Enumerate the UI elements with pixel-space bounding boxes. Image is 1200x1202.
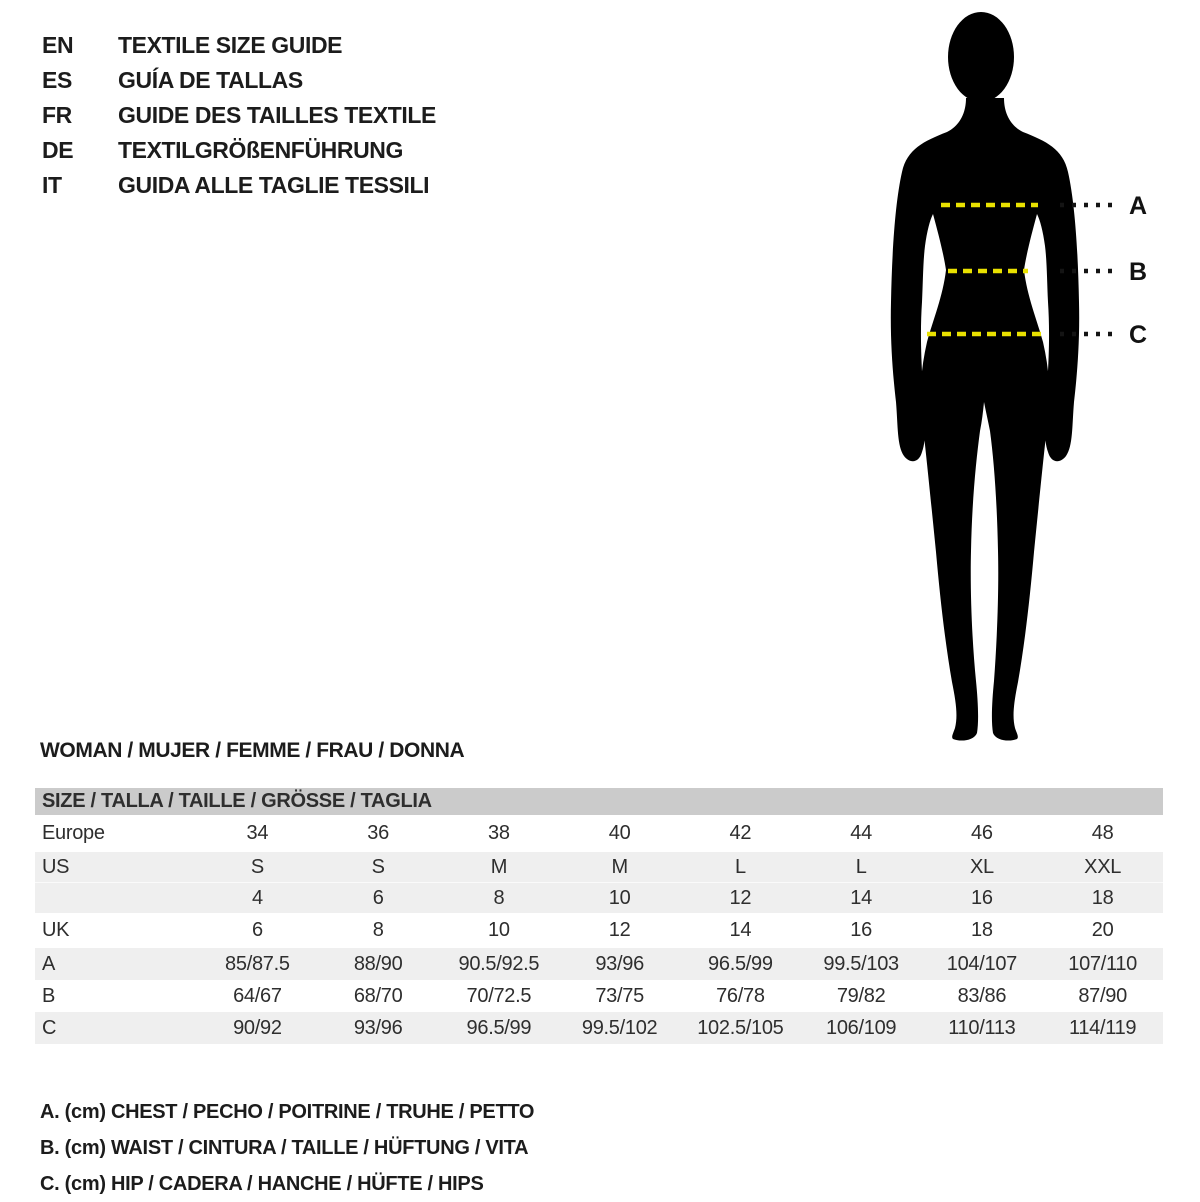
- size-cell: XXL: [1084, 856, 1122, 878]
- table-row-chest: [35, 948, 1163, 980]
- size-cell: 44: [850, 822, 872, 844]
- size-cell: 6: [372, 887, 384, 909]
- size-table-header: SIZE / TALLA / TAILLE / GRÖSSE / TAGLIA: [35, 788, 1163, 815]
- size-cell: 79/82: [836, 985, 886, 1007]
- table-row-us-numeric: [35, 882, 1163, 913]
- table-row-waist: [35, 980, 1163, 1012]
- lang-row-es: [42, 63, 436, 98]
- size-cell: 40: [608, 822, 631, 844]
- size-cell: 73/75: [595, 985, 644, 1007]
- size-cell: 12: [608, 919, 631, 941]
- guide-title-es: GUÍA DE TALLAS: [118, 67, 303, 93]
- size-cell: 76/78: [716, 985, 765, 1007]
- measure-label-c: C: [1129, 321, 1148, 349]
- size-cell: 68/70: [353, 985, 403, 1007]
- size-cell: XL: [969, 856, 994, 878]
- size-cell: 107/110: [1068, 953, 1137, 975]
- table-row-hip: [35, 1012, 1163, 1044]
- size-table: [35, 788, 1163, 1044]
- row-label: US: [42, 856, 70, 878]
- size-cell: 110/113: [948, 1017, 1016, 1039]
- guide-title-it: GUIDA ALLE TAGLIE TESSILI: [118, 172, 430, 198]
- size-cell: L: [734, 856, 746, 878]
- lang-code: DE: [42, 137, 74, 163]
- size-cell: 114/119: [1069, 1017, 1137, 1039]
- measurement-legend: [40, 1094, 534, 1202]
- size-cell: 6: [251, 919, 263, 941]
- size-cell: 34: [246, 822, 269, 844]
- gender-heading: WOMAN / MUJER / FEMME / FRAU / DONNA: [40, 739, 465, 762]
- size-cell: 90/92: [233, 1017, 282, 1039]
- size-cell: 8: [372, 919, 384, 941]
- measure-label-a: A: [1129, 192, 1148, 220]
- size-cell: 99.5/103: [823, 953, 899, 975]
- lang-row-en: [42, 28, 436, 63]
- size-cell: 102.5/105: [697, 1017, 784, 1039]
- legend-line-chest: A. (cm) CHEST / PECHO / POITRINE / TRUHE / PETTO: [40, 1101, 535, 1123]
- size-cell: 106/109: [826, 1017, 897, 1039]
- size-cell: M: [611, 856, 628, 878]
- lang-code: FR: [42, 102, 72, 128]
- size-cell: 8: [493, 887, 505, 909]
- row-label: UK: [42, 919, 70, 941]
- lang-row-fr: [42, 98, 436, 133]
- silhouette-head: [948, 12, 1014, 102]
- legend-line-waist: B. (cm) WAIST / CINTURA / TAILLE / HÜFTUNG / VITA: [40, 1137, 529, 1159]
- size-cell: 70/72.5: [466, 985, 532, 1007]
- size-cell: 38: [488, 822, 510, 844]
- guide-title-en: TEXTILE SIZE GUIDE: [118, 32, 343, 58]
- lang-row-de: [42, 133, 436, 168]
- size-cell: 18: [1091, 887, 1114, 909]
- size-cell: 42: [729, 822, 752, 844]
- title-language-list: [42, 28, 436, 203]
- size-cell: 64/67: [233, 985, 282, 1007]
- size-cell: 10: [488, 919, 510, 941]
- size-cell: 48: [1091, 822, 1114, 844]
- size-cell: 14: [729, 919, 752, 941]
- size-cell: 14: [850, 887, 872, 909]
- legend-line-hip: C. (cm) HIP / CADERA / HANCHE / HÜFTE / HIPS: [40, 1173, 484, 1195]
- size-cell: 93/96: [595, 953, 644, 975]
- size-cell: 46: [971, 822, 993, 844]
- size-cell: S: [250, 856, 264, 878]
- size-cell: 18: [971, 919, 993, 941]
- measure-label-b: B: [1129, 258, 1148, 286]
- body-silhouette-figure: [850, 0, 1200, 745]
- lang-code: ES: [42, 67, 72, 93]
- size-cell: 36: [367, 822, 389, 844]
- size-cell: L: [855, 856, 867, 878]
- table-row-us: [35, 852, 1163, 882]
- size-cell: 12: [729, 887, 752, 909]
- silhouette-body: [891, 98, 1079, 741]
- guide-title-fr: GUIDE DES TAILLES TEXTILE: [118, 102, 436, 128]
- size-cell: 96.5/99: [466, 1017, 532, 1039]
- size-cell: M: [490, 856, 508, 878]
- size-cell: 20: [1091, 919, 1114, 941]
- size-cell: 96.5/99: [708, 953, 773, 975]
- guide-title-de: TEXTILGRÖßENFÜHRUNG: [118, 137, 403, 163]
- size-cell: S: [371, 856, 385, 878]
- lang-code: IT: [42, 172, 62, 198]
- size-cell: 90.5/92.5: [458, 953, 540, 975]
- row-label: Europe: [42, 822, 105, 844]
- table-row-uk: [35, 913, 1163, 948]
- row-label: A: [42, 953, 56, 975]
- size-cell: 83/86: [957, 985, 1007, 1007]
- row-label: B: [42, 985, 56, 1007]
- row-label: C: [42, 1017, 57, 1039]
- table-row-europe: [35, 815, 1163, 852]
- size-cell: 10: [608, 887, 631, 909]
- size-cell: 85/87.5: [225, 953, 290, 975]
- size-cell: 104/107: [946, 953, 1017, 975]
- size-cell: 16: [971, 887, 993, 909]
- lang-code: EN: [42, 32, 74, 58]
- lang-row-it: [42, 168, 436, 203]
- size-cell: 93/96: [353, 1017, 403, 1039]
- size-cell: 88/90: [353, 953, 403, 975]
- size-cell: 16: [850, 919, 872, 941]
- size-cell: 87/90: [1078, 985, 1127, 1007]
- size-cell: 4: [251, 887, 263, 909]
- row-label: [35, 883, 197, 913]
- size-cell: 99.5/102: [581, 1017, 658, 1039]
